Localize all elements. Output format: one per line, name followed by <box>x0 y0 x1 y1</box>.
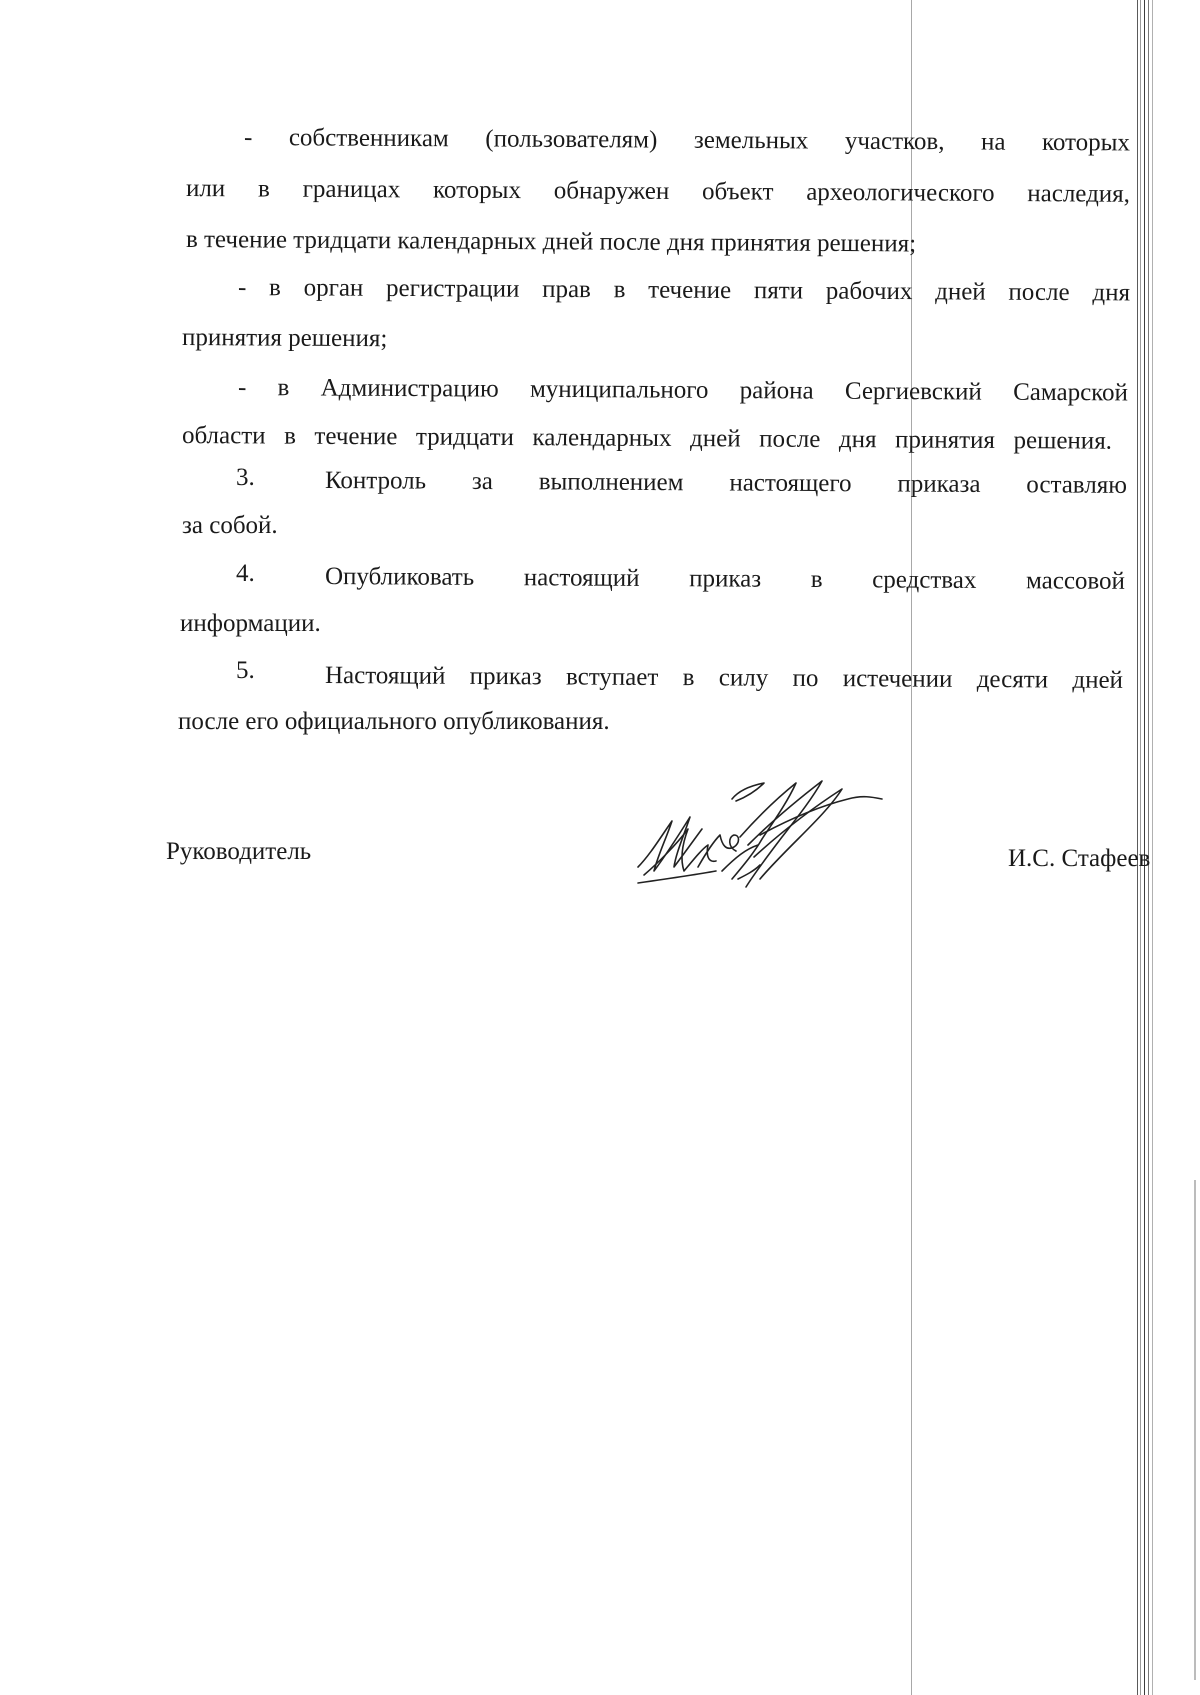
text-line: Опубликовать настоящий приказ в средствах массовой <box>324 563 1126 595</box>
item-number: 4. <box>236 560 255 587</box>
text-line: или в границах которых обнаружен объект археологического наследия, <box>185 175 1131 208</box>
text-line: принятия решения; <box>181 324 388 353</box>
text-line: Настоящий приказ вступает в силу по истечении десяти дней <box>324 662 1124 694</box>
item-number: 5. <box>236 657 255 684</box>
handwritten-signature <box>636 775 886 905</box>
text-line: информации. <box>180 610 321 637</box>
text-line: - собственникам (пользователям) земельных участков, на которых <box>243 124 1131 157</box>
text-line: области в течение тридцати календарных дней после дня принятия решения. <box>181 422 1113 455</box>
scan-artifact-edge-right <box>1194 1180 1196 1680</box>
text-line: в течение тридцати календарных дней после дня принятия решения; <box>185 226 917 258</box>
item-number: 3. <box>236 464 255 491</box>
text-line: за собой. <box>182 512 278 539</box>
signatory-position: Руководитель <box>166 838 312 865</box>
text-line: после его официального опубликования. <box>178 708 610 735</box>
signatory-name: И.С. Стафеев <box>1008 845 1151 872</box>
text-line: - в орган регистрации прав в течение пяти рабочих дней после дня <box>237 274 1131 307</box>
text-line: Контроль за выполнением настоящего приказа оставляю <box>324 467 1128 499</box>
text-line: - в Администрацию муниципального района Сергиевский Самарской <box>237 374 1129 407</box>
